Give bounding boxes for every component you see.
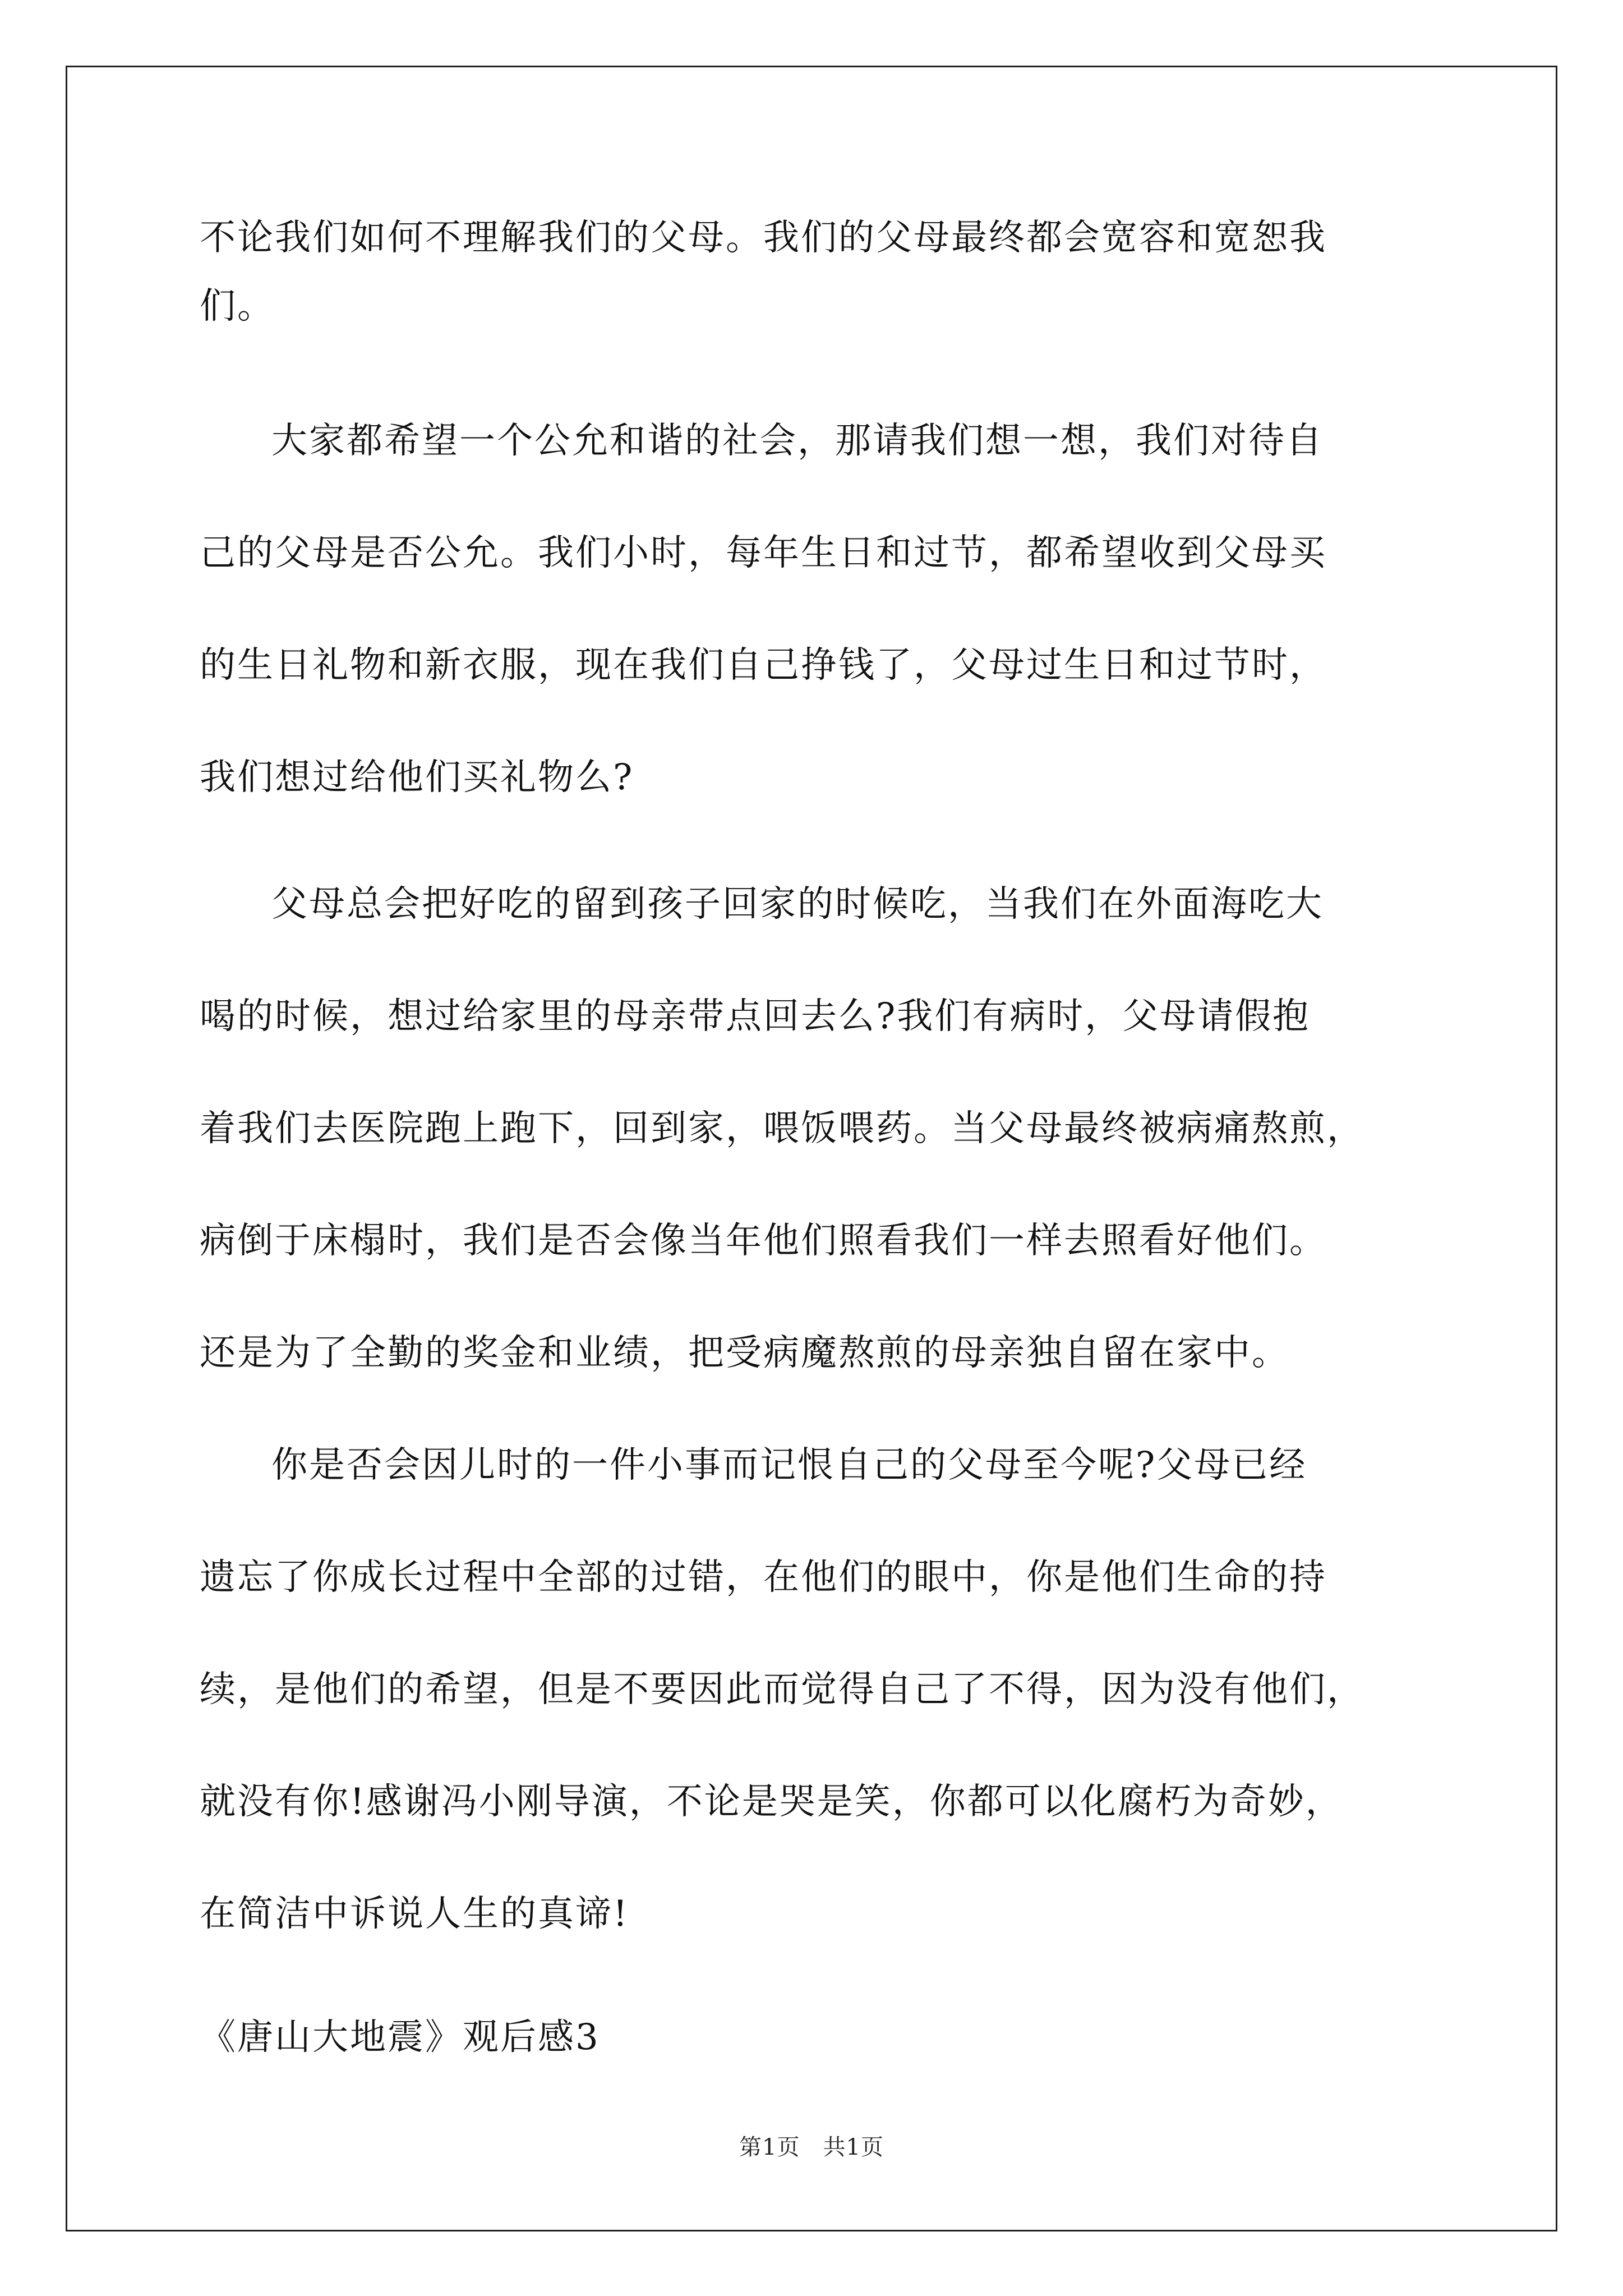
section-heading: 《唐山大地震》观后感3 (200, 2017, 600, 2058)
paragraph-first-line: 父母总会把好吃的留到孩子回家的时候吃，当我们在外面海吃大 (271, 884, 1324, 925)
text-line: 遗忘了你成长过程中全部的过错，在他们的眼中，你是他们生命的持 (200, 1557, 1327, 1598)
text-line: 病倒于床榻时，我们是否会像当年他们照看我们一样去照看好他们。 (200, 1220, 1327, 1262)
page-number: 第1页 共1页 (739, 2134, 884, 2160)
text-line: 在简洁中诉说人生的真谛! (200, 1893, 629, 1935)
text-line: 不论我们如何不理解我们的父母。我们的父母最终都会宽容和宽恕我 (200, 217, 1327, 259)
paragraph-first-line: 你是否会因儿时的一件小事而记恨自己的父母至今呢?父母已经 (271, 1444, 1307, 1486)
text-line: 我们想过给他们买礼物么? (200, 757, 634, 798)
text-line: 着我们去医院跑上跑下，回到家，喂饭喂药。当父母最终被病痛熬煎， (200, 1108, 1364, 1149)
text-line: 还是为了全勤的奖金和业绩，把受病魔熬煎的母亲独自留在家中。 (200, 1332, 1289, 1374)
text-line: 喝的时候，想过给家里的母亲带点回去么?我们有病时，父母请假抱 (200, 996, 1311, 1037)
text-line: 们。 (200, 286, 275, 327)
text-line: 己的父母是否公允。我们小时，每年生日和过节，都希望收到父母买 (200, 532, 1327, 574)
text-line: 就没有你!感谢冯小刚导演，不论是哭是笑，你都可以化腐朽为奇妙， (200, 1781, 1343, 1823)
text-line: 续，是他们的希望，但是不要因此而觉得自己了不得，因为没有他们， (200, 1669, 1364, 1710)
text-line: 的生日礼物和新衣服，现在我们自己挣钱了，父母过生日和过节时， (200, 645, 1327, 686)
paragraph-first-line: 大家都希望一个公允和谐的社会，那请我们想一想，我们对待自 (271, 420, 1324, 462)
